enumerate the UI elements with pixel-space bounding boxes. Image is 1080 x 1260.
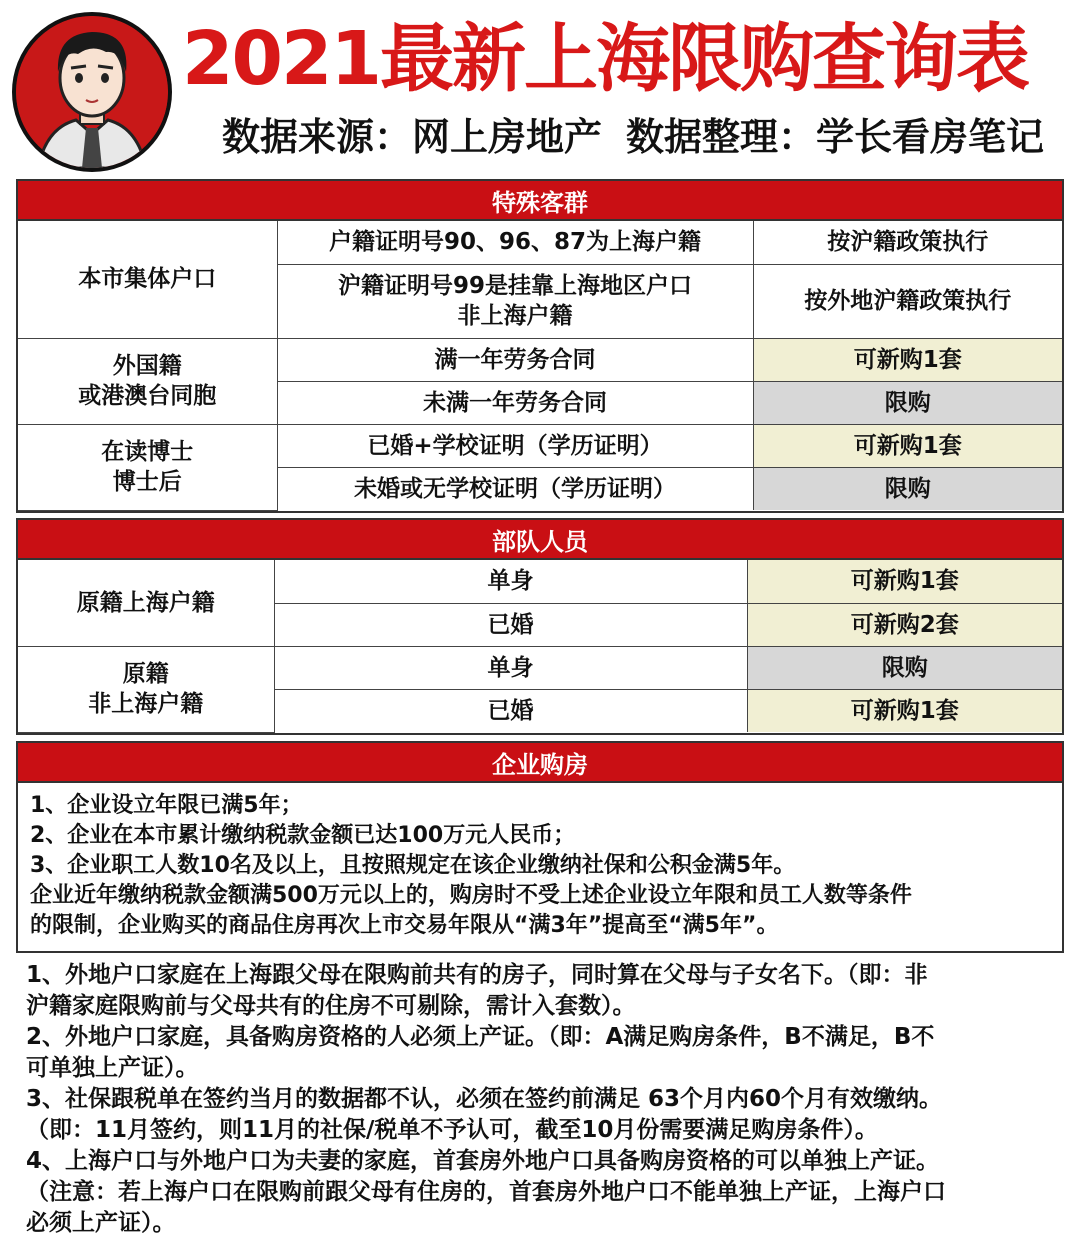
- section-title: 企业购房: [18, 743, 1062, 783]
- military-section: [16, 518, 1064, 735]
- condition-cell: 单身: [274, 646, 747, 689]
- condition-cell: 已婚: [274, 603, 747, 646]
- list-item: 3、企业职工人数10名及以上，且按照规定在该企业缴纳社保和公积金满5年。: [30, 853, 796, 878]
- list-item: 的限制，企业购买的商品住房再次上市交易年限从“满3年”提高至“满5年”。: [30, 913, 779, 938]
- note-line: 沪籍家庭限购前与父母共有的住房不可剔除，需计入套数）。: [26, 993, 636, 1019]
- condition-cell: 已婚: [274, 689, 747, 732]
- data-source: 数据来源：网上房地产: [222, 115, 603, 159]
- table-row: [18, 646, 1062, 689]
- result-cell: 限购: [753, 381, 1062, 424]
- table-row: [18, 560, 1062, 603]
- section-title: 特殊客群: [18, 181, 1062, 221]
- result-cell: 限购: [747, 646, 1062, 689]
- note-line: 必须上产证）。: [26, 1210, 176, 1236]
- group-label: 外国籍 或港澳台同胞: [18, 338, 277, 424]
- data-compiler: 数据整理：学长看房笔记: [626, 115, 1045, 159]
- list-item: 企业近年缴纳税款金额满500万元以上的，购房时不受上述企业设立年限和员工人数等条件: [30, 883, 912, 908]
- condition-cell: 已婚+学校证明（学历证明）: [277, 424, 753, 467]
- section-title: 部队人员: [18, 520, 1062, 560]
- note-line: （注意：若上海户口在限购前跟父母有住房的，首套房外地户口不能单独上产证，上海户口: [26, 1179, 946, 1205]
- group-label: 在读博士 博士后: [18, 424, 277, 510]
- enterprise-section: [16, 741, 1064, 953]
- note-line: 2、外地户口家庭，具备购房资格的人必须上产证。（即：A满足购房条件，B不满足，B不: [26, 1024, 935, 1050]
- list-item: 1、企业设立年限已满5年；: [30, 793, 303, 818]
- result-cell: 可新购1套: [747, 560, 1062, 603]
- result-cell: 按沪籍政策执行: [753, 221, 1062, 264]
- enterprise-conditions: [18, 783, 1062, 951]
- table-row: [18, 424, 1062, 467]
- page-subtitle: [222, 112, 1044, 162]
- military-table: [18, 560, 1062, 733]
- note-line: 3、社保跟税单在签约当月的数据都不认，必须在签约前满足 63个月内60个月有效缴纳。: [26, 1086, 943, 1112]
- condition-cell: 户籍证明号90、96、87为上海户籍: [277, 221, 753, 264]
- page-title: 2021最新上海限购查询表: [182, 16, 1028, 102]
- condition-cell: 满一年劳务合同: [277, 338, 753, 381]
- list-item: 2、企业在本市累计缴纳税款金额已达100万元人民币；: [30, 823, 576, 848]
- result-cell: 可新购1套: [747, 689, 1062, 732]
- cartoon-avatar-icon: [16, 16, 168, 168]
- table-row: [18, 338, 1062, 381]
- result-cell: 可新购1套: [753, 338, 1062, 381]
- condition-cell: 沪籍证明号99是挂靠上海地区户口 非上海户籍: [277, 264, 753, 338]
- table-row: [18, 221, 1062, 264]
- group-label: 原籍 非上海户籍: [18, 646, 274, 732]
- result-cell: 可新购2套: [747, 603, 1062, 646]
- group-label: 本市集体户口: [18, 221, 277, 338]
- result-cell: 可新购1套: [753, 424, 1062, 467]
- note-line: 4、上海户口与外地户口为夫妻的家庭，首套房外地户口具备购房资格的可以单独上产证。: [26, 1148, 940, 1174]
- page-header: [0, 0, 1080, 175]
- group-label: 原籍上海户籍: [18, 560, 274, 646]
- result-cell: 按外地沪籍政策执行: [753, 264, 1062, 338]
- note-line: 1、外地户口家庭在上海跟父母在限购前共有的房子，同时算在父母与子女名下。（即：非: [26, 962, 928, 988]
- result-cell: 限购: [753, 467, 1062, 510]
- condition-cell: 单身: [274, 560, 747, 603]
- note-line: 可单独上产证）。: [26, 1055, 199, 1081]
- condition-cell: 未满一年劳务合同: [277, 381, 753, 424]
- avatar: [12, 12, 172, 172]
- special-groups-table: [18, 221, 1062, 511]
- note-line: （即：11月签约，则11月的社保/税单不予认可，截至10月份需要满足购房条件）。: [26, 1117, 878, 1143]
- special-groups-section: [16, 179, 1064, 513]
- condition-cell: 未婚或无学校证明（学历证明）: [277, 467, 753, 510]
- notes: [26, 960, 1066, 1239]
